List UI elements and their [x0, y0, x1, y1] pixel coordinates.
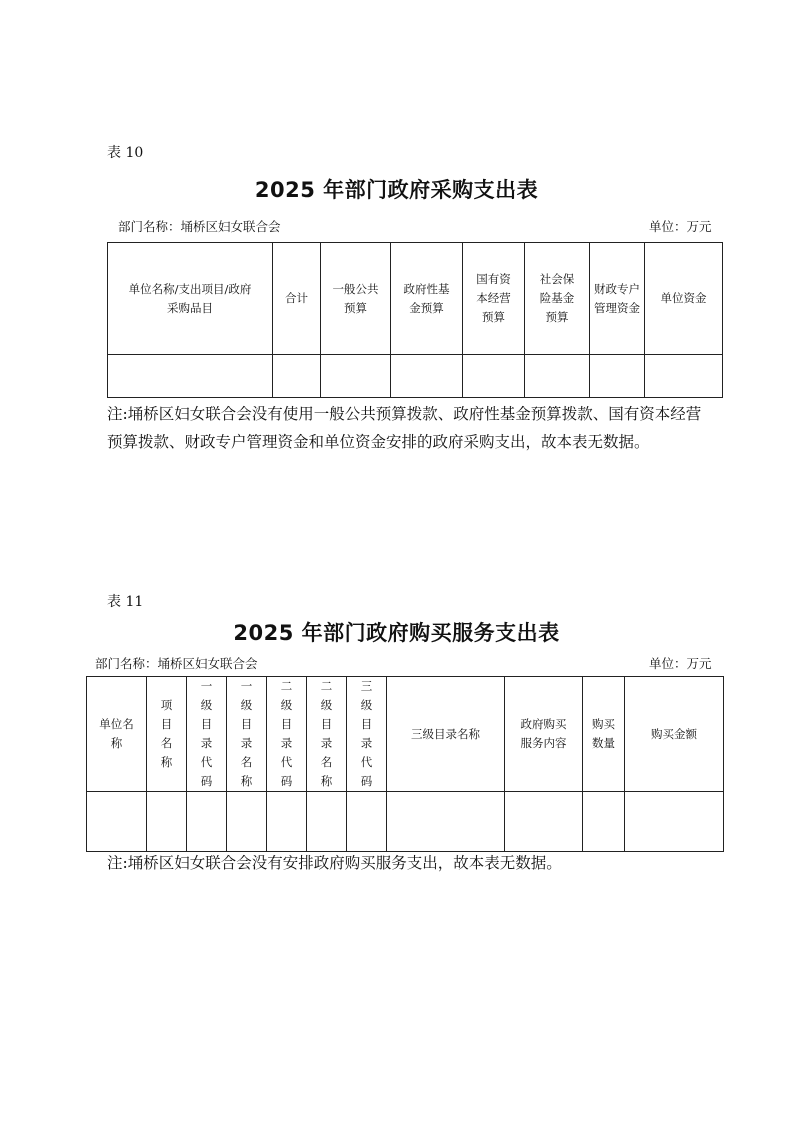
table10: [107, 242, 723, 398]
table10-header-cell: 国有资本经营预算: [463, 243, 525, 355]
table11-empty-row: [87, 792, 724, 852]
table11-header-cell: 一级目录名称: [227, 677, 267, 792]
table11-dept-name: 部门名称：埇桥区妇女联合会: [95, 656, 258, 671]
table10-header-cell: 单位资金: [645, 243, 723, 355]
table10-header-cell: 合计: [273, 243, 321, 355]
table10-title: 2025 年部门政府采购支出表: [254, 178, 539, 202]
table10-label: 表 10: [107, 145, 144, 161]
table10-header-cell: 社会保险基金预算: [525, 243, 590, 355]
table11-unit: 单位：万元: [649, 656, 712, 671]
table10-empty-row: [108, 355, 723, 398]
table11-header-cell: 三级目录代码: [347, 677, 387, 792]
table10-header-cell: 一般公共预算: [321, 243, 391, 355]
table11-header-cell: 政府购买服务内容: [505, 677, 583, 792]
table11-header-cell: 项目名称: [147, 677, 187, 792]
table11-header-cell: 购买金额: [625, 677, 724, 792]
table10-unit: 单位：万元: [649, 219, 712, 234]
table10-header-cell: 财政专户管理资金: [590, 243, 645, 355]
table11: [86, 676, 724, 852]
table11-header-row: [87, 677, 724, 792]
table11-header-cell: 购买数量: [583, 677, 625, 792]
table11-title: 2025 年部门政府购买服务支出表: [233, 621, 560, 645]
table11-header-cell: 二级目录代码: [267, 677, 307, 792]
table10-dept-name: 部门名称：埇桥区妇女联合会: [118, 219, 281, 234]
table11-header-cell: 一级目录代码: [187, 677, 227, 792]
table10-header-cell: 政府性基金预算: [391, 243, 463, 355]
table11-header-cell: 单位名称: [87, 677, 147, 792]
table10-header-cell: 单位名称/支出项目/政府采购品目: [108, 243, 273, 355]
table10-note: 注:埇桥区妇女联合会没有使用一般公共预算拨款、政府性基金预算拨款、国有资本经营预算拨款、财政专户管理资金和单位资金安排的政府采购支出，故本表无数据。: [107, 405, 702, 451]
table10-header-row: [108, 243, 723, 355]
table11-note: 注:埇桥区妇女联合会没有安排政府购买服务支出，故本表无数据。: [107, 854, 562, 872]
table11-label: 表 11: [107, 594, 144, 610]
table11-header-cell: 三级目录名称: [387, 677, 505, 792]
table11-header-cell: 二级目录名称: [307, 677, 347, 792]
